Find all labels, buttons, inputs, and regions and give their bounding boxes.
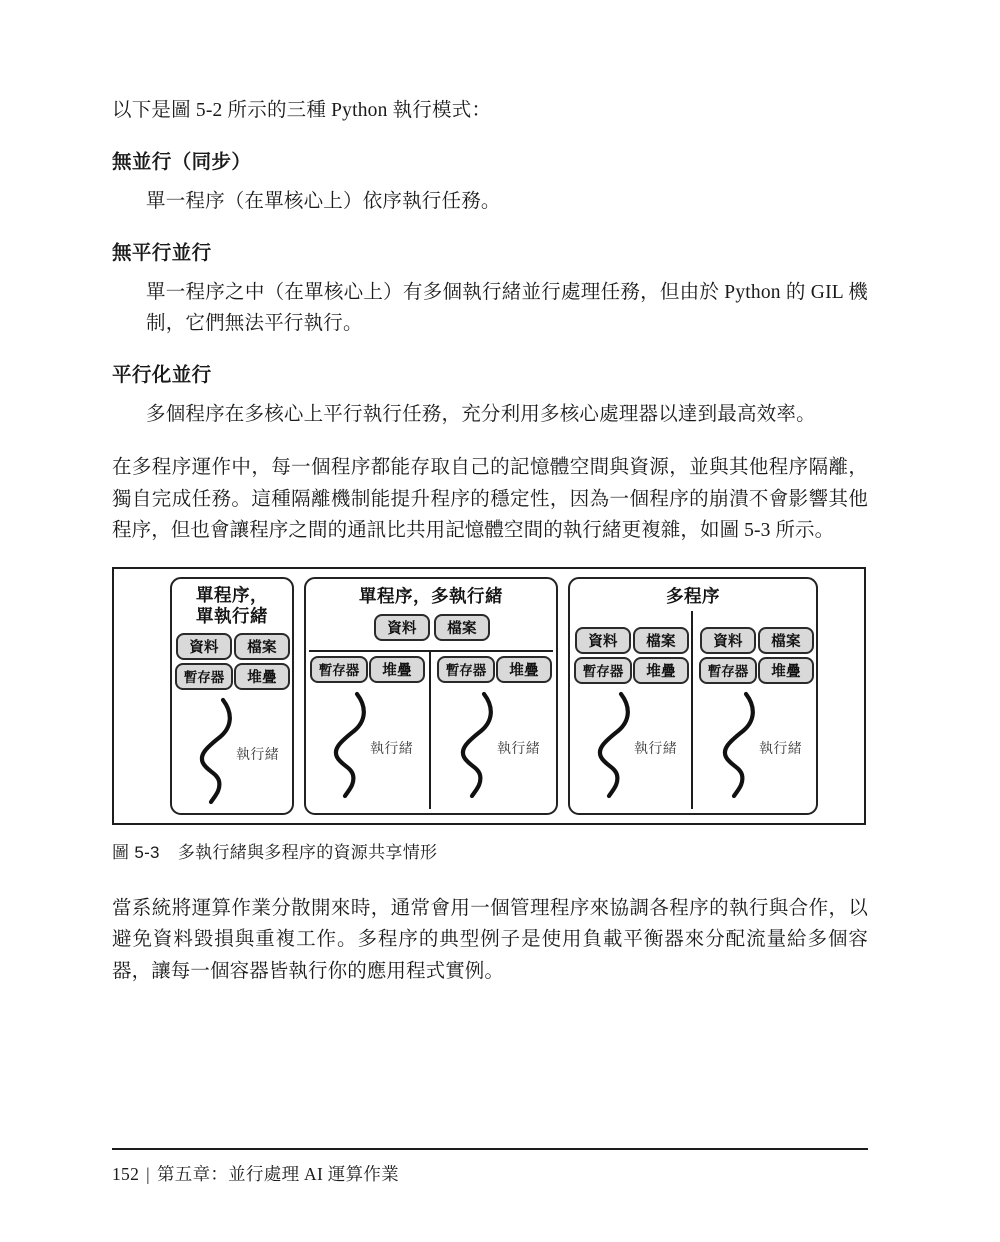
panel-multi-process (568, 577, 818, 815)
chip-data: 資料 (575, 627, 631, 654)
chip-register: 暫存器 (574, 657, 632, 684)
chip-data: 資料 (374, 614, 430, 641)
term-heading-concurrency-no-parallelism: 無平行並行 (112, 243, 212, 264)
footer-divider (112, 1148, 868, 1150)
footer-content (112, 1161, 868, 1186)
panel-title-single-process-multi-thread (306, 586, 556, 607)
panel-title-line1: 單程序， (196, 584, 268, 605)
thread-squiggle-icon (190, 697, 236, 805)
thread-label: 執行緒 (634, 739, 678, 756)
thread-squiggle-icon (588, 691, 634, 799)
thread-label: 執行緒 (236, 745, 280, 762)
term-definition-concurrency-no-parallelism: 單一程序之中（在單核心上）有多個執行緒並行處理任務，但由於 Python 的 GIL 機制，它們無法平行執行。 (146, 282, 868, 334)
panel-title-line1: 多程序 (666, 585, 720, 606)
after-figure-paragraph: 當系統將運算作業分散開來時，通常會用一個管理程序來協調各程序的執行與合作，以避免資料毀損與重複工作。多程序的典型例子是使用負載平衡器來分配流量給多個容器，讓每一個容器皆執行你的應用程式實例。 (112, 897, 868, 982)
chip-file: 檔案 (633, 627, 689, 654)
footer-chapter-title: 第五章：並行處理 AI 運算作業 (156, 1163, 399, 1184)
term-heading-no-concurrency: 無並行（同步） (112, 152, 252, 173)
panel-title-line2: 單執行緒 (196, 605, 268, 626)
thread-squiggle-icon (451, 691, 497, 799)
term-heading-parallel-concurrency: 平行化並行 (112, 365, 212, 386)
chip-stack: 堆疊 (633, 657, 689, 684)
panel-single-process-multi-thread (304, 577, 558, 815)
thread-squiggle-icon (324, 691, 370, 799)
figure-number: 圖 5-3 (112, 842, 160, 862)
page-footer (112, 1148, 868, 1186)
page-content (112, 96, 868, 987)
thread-squiggle-icon (713, 691, 759, 799)
thread-column-divider (429, 650, 431, 809)
chip-file: 檔案 (234, 633, 290, 660)
chip-stack: 堆疊 (234, 663, 290, 690)
chip-file: 檔案 (434, 614, 490, 641)
thread-label: 執行緒 (759, 739, 803, 756)
chip-file: 檔案 (758, 627, 814, 654)
body-paragraph: 在多程序運作中，每一個程序都能存取自己的記憶體空間與資源，並與其他程序隔離，獨自完成任務。這種隔離機制能提升程序的穩定性，因為一個程序的崩潰不會影響其他程序，但也會讓程序之間的通訊比共用記憶體空間的執行緒更複雜，如圖 5-3 所示。 (112, 457, 868, 541)
term-definition-no-concurrency: 單一程序（在單核心上）依序執行任務。 (146, 191, 501, 212)
chip-register: 暫存器 (175, 663, 233, 690)
chip-register: 暫存器 (699, 657, 757, 684)
figure-frame (112, 567, 866, 825)
chip-stack: 堆疊 (369, 656, 425, 683)
chip-register: 暫存器 (437, 656, 495, 683)
process-divider (691, 611, 693, 809)
panel-title-multi-process (570, 586, 816, 607)
figure-5-3 (112, 567, 868, 863)
panel-title-line1: 單程序，多執行緒 (359, 585, 503, 606)
chip-data: 資料 (176, 633, 232, 660)
chip-stack: 堆疊 (758, 657, 814, 684)
panel-single-process-single-thread (170, 577, 294, 815)
chip-data: 資料 (700, 627, 756, 654)
thread-label: 執行緒 (370, 739, 414, 756)
term-definition-parallel-concurrency: 多個程序在多核心上平行執行任務，充分利用多核心處理器以達到最高效率。 (146, 404, 816, 425)
panel-title-single-process-single-thread (172, 585, 292, 627)
thread-label: 執行緒 (497, 739, 541, 756)
footer-separator: | (146, 1163, 150, 1184)
chip-register: 暫存器 (310, 656, 368, 683)
footer-page-number: 152 (112, 1163, 140, 1184)
figure-caption (112, 838, 868, 863)
intro-paragraph: 以下是圖 5-2 所示的三種 Python 執行模式： (112, 100, 492, 121)
chip-stack: 堆疊 (496, 656, 552, 683)
figure-caption-text: 多執行緒與多程序的資源共享情形 (177, 842, 438, 862)
